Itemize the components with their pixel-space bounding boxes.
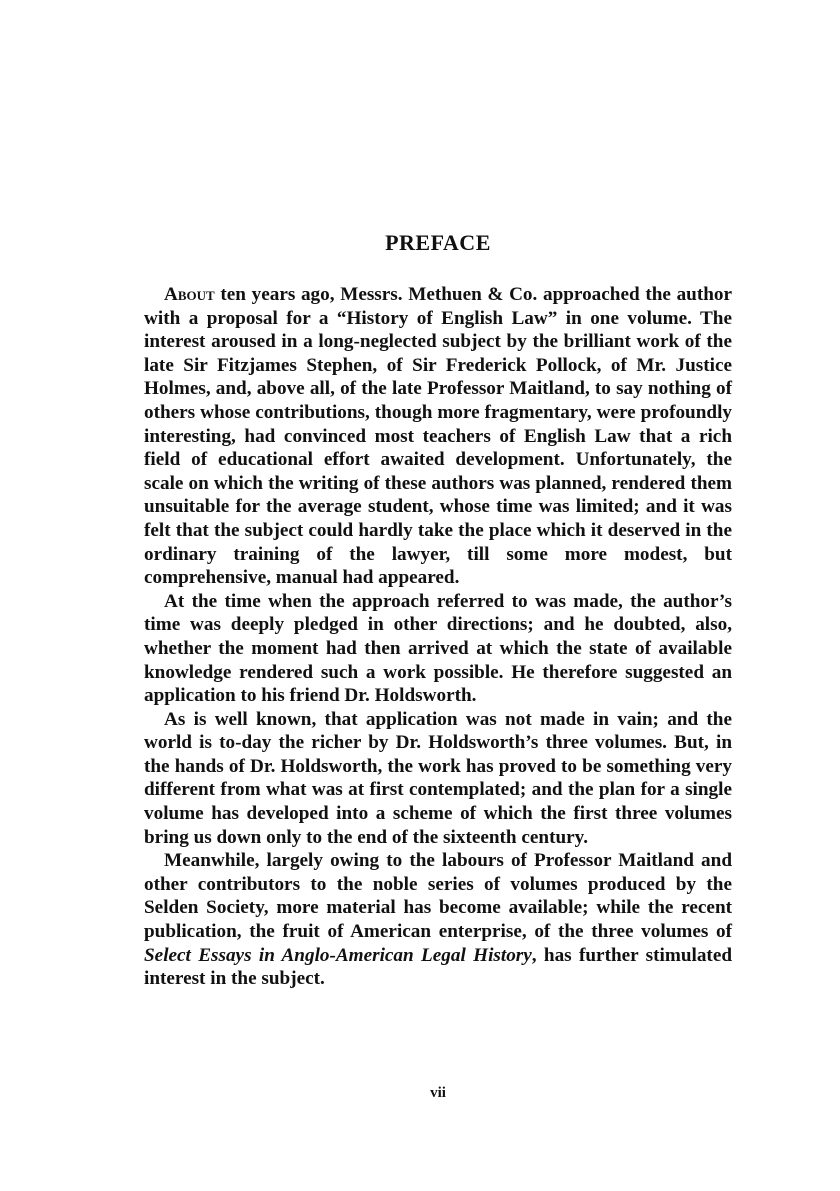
paragraph-1: [144, 283, 732, 590]
paragraph-4: [144, 849, 732, 991]
paragraph-4-text-after: , has further stimulated interest in the subject.: [144, 944, 733, 990]
page-title: PREFACE: [385, 230, 491, 255]
book-title-italic: Select Essays in Anglo-American Legal History: [144, 944, 532, 966]
paragraph-1-lead: About: [164, 284, 215, 305]
paragraph-1-text: ten years ago, Messrs. Methuen & Co. approached the author with a proposal for a “History of English Law” in one volume. The interest aroused in a long-neglected subject by the brilliant work of the late Sir Fitzjames Stephen, of Sir Frederick Pollock, of Mr. Justice Holmes, and, above all, of the late Professor Maitland, to say nothing of others whose contributions, though more fragmentary, were profoundly interesting, had convinced most teachers of English Law that a rich field of educational effort awaited development. Unfortunately, the scale on which the writing of these authors was planned, rendered them unsuitable for the average student, whose time was limited; and it was felt that the subject could hardly take the place which it deserved in the ordinary training of the lawyer, till some more modest, but comprehensive, manual had appeared.: [144, 284, 732, 589]
document-page: [144, 0, 732, 1191]
page-number: vii: [430, 1085, 446, 1101]
paragraph-3: As is well known, that application was not made in vain; and the world is to-day the richer by Dr. Holdsworth’s three volumes. But, in the hands of Dr. Holdsworth, the work has proved to be something very different from what was at first contemplated; and the plan for a single volume has developed into a scheme of which the first three volumes bring us down only to the end of the sixteenth century.: [144, 708, 732, 848]
paragraph-4-text-before: Meanwhile, largely owing to the labours of Professor Maitland and other contributors to the noble series of volumes produced by the Selden Society, more material has become available; while the recent publication, the fruit of American enterprise, of the three volumes of: [144, 850, 732, 943]
preface-body: [144, 283, 732, 991]
paragraph-2: At the time when the approach referred to was made, the author’s time was deeply pledged in other directions; and he doubted, also, whether the moment had then arrived at which the state of available knowledge rendered such a work possible. He therefore suggested an application to his friend Dr. Holdsworth.: [144, 590, 732, 707]
